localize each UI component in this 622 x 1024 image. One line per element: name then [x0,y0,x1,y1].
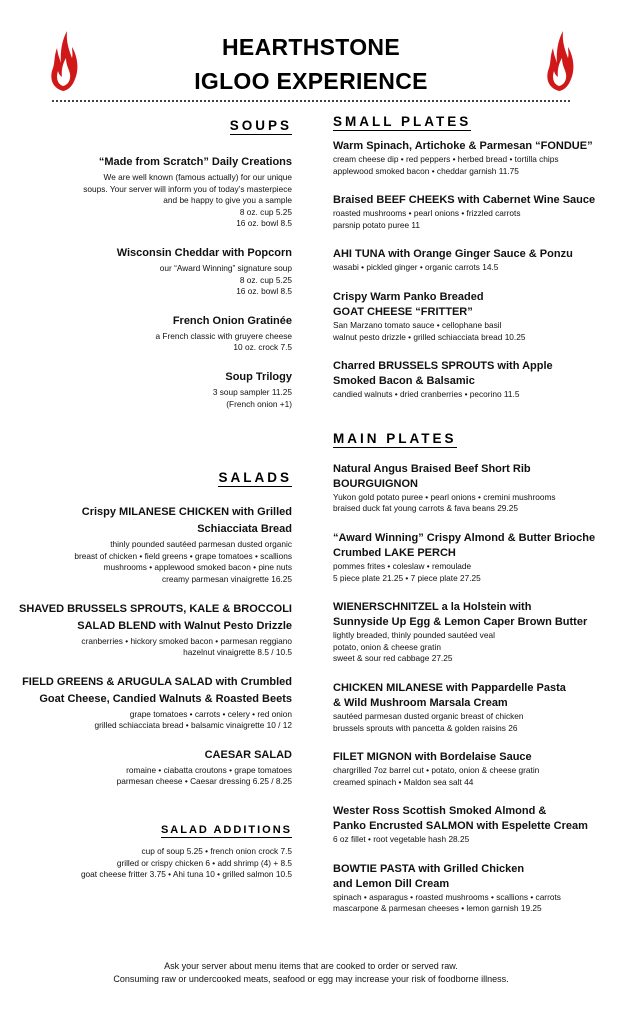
small-plates-heading: SMALL PLATES [333,114,472,129]
soups-heading: SOUPS [229,118,292,133]
dotted-divider [52,100,570,102]
salad-item: FIELD GREENS & ARUGULA SALAD with Crumbled Goat Cheese, Candied Walnuts & Roasted Beets grape tomatoes • carrots • celery • red onion grilled schiacciata bread • balsamic vinaigrette 10 / 12 [22,675,292,731]
allergy-disclaimer: Ask your server about menu items that are cooked to order or served raw. Consuming raw or undercooked meats, seafood or egg may increase your risk of foodborne illness. [113,961,509,984]
main-plates-heading: MAIN PLATES [333,430,457,446]
main-plate-item: “Award Winning” Crispy Almond & Butter Brioche Crumbed LAKE PERCH pommes frites • coleslaw • remoulade 5 piece plate 21.25 • 7 piece plate 27.25 [333,531,596,583]
left-column [10,118,292,881]
small-plate-item: Warm Spinach, Artichoke & Parmesan “FONDUE” cream cheese dip • red peppers • herbed bread • tortilla chips applewood smoked bacon • cheddar garnish 11.75 [333,140,593,176]
main-plate-item: Wester Ross Scottish Smoked Almond & Panko Encrusted SALMON with Espelette Cream 6 oz fillet • root vegetable hash 28.25 [333,805,588,845]
soup-item: Wisconsin Cheddar with Popcorn our “Award Winning” signature soup 8 oz. cup 5.25 16 oz. bowl 8.5 [116,246,292,297]
main-plate-item: Natural Angus Braised Beef Short Rib BOURGUIGNON Yukon gold potato puree • pearl onions • cremini mushrooms braised duck fat young carrots & fava beans 29.25 [333,462,556,514]
salad-item: CAESAR SALAD romaine • ciabatta croutons • grape tomatoes parmesan cheese • Caesar dressing 6.25 / 8.25 [116,748,292,787]
soup-item: French Onion Gratinée a French classic with gruyere cheese 10 oz. crock 7.5 [155,314,292,353]
main-plate-item: CHICKEN MILANESE with Pappardelle Pasta & Wild Mushroom Marsala Cream sautéed parmesan dusted organic breast of chicken brussels sprouts with pancetta & golden raisins 26 [333,681,566,733]
soup-item: “Made from Scratch” Daily Creations We are well known (famous actually) for our unique soups. Your server will inform you of today’s masterpiece and be happy to give you a sample 8 oz. cup 5.25 16 oz. bowl 8.5 [83,156,292,229]
restaurant-name: HEARTHSTONE [222,34,400,60]
small-plate-item: Braised BEEF CHEEKS with Cabernet Wine Sauce roasted mushrooms • pearl onions • frizzled carrots parsnip potato puree 11 [333,194,596,230]
salads-heading: SALADS [218,470,292,486]
small-plate-item: Crispy Warm Panko Breaded GOAT CHEESE “FRITTER” San Marzano tomato sauce • cellophane basil walnut pesto drizzle • grilled schiacciata bread 10.25 [333,290,526,342]
soup-item: Soup Trilogy 3 soup sampler 11.25 (French onion +1) [212,370,292,409]
salad-item: SHAVED BRUSSELS SPROUTS, KALE & BROCCOLI SALAD BLEND with Walnut Pesto Drizzle cranberries • hickory smoked bacon • parmesan reggiano hazelnut vinaigrette 8.5 / 10.5 [19,602,292,658]
main-plate-item: WIENERSCHNITZEL a la Holstein with Sunnyside Up Egg & Lemon Caper Brown Butter lightly breaded, thinly pounded sautéed veal potato, onion & cheese gratin sweet & sour red cabbage 27.25 [333,601,588,664]
menu-header [0,30,622,98]
salad-additions-heading: SALAD ADDITIONS [160,824,292,837]
small-plate-item: AHI TUNA with Orange Ginger Sauce & Ponzu wasabi • pickled ginger • organic carrots 14.5 [333,248,573,273]
main-plate-item: FILET MIGNON with Bordelaise Sauce chargrilled 7oz barrel cut • potato, onion & cheese gratin creamed spinach • Maldon sea salt 44 [333,751,540,787]
menu-subtitle: IGLOO EXPERIENCE [194,68,428,94]
main-plate-item: BOWTIE PASTA with Grilled Chicken and Lemon Dill Cream spinach • asparagus • roasted mushrooms • scallions • carrots mascarpone & parmesan cheeses • lemon garnish 19.25 [333,862,561,914]
small-plate-item: Charred BRUSSELS SPROUTS with Apple Smoked Bacon & Balsamic candied walnuts • dried cranberries • pecorino 11.5 [333,360,553,400]
salad-additions-list: cup of soup 5.25 • french onion crock 7.5 grilled or crispy chicken 6 • add shrimp (4) + 8.5 goat cheese fritter 3.75 • Ahi tuna 10 • grilled salmon 10.5 [80,846,292,880]
right-column [333,114,613,915]
salad-item: Crispy MILANESE CHICKEN with Grilled Schiacciata Bread thinly pounded sautéed parmesan dusted organic breast of chicken • field greens • grape tomatoes • scallions mushrooms • applewood smoked bacon • pine nuts creamy parmesan vinaigrette 16.25 [74,506,292,584]
